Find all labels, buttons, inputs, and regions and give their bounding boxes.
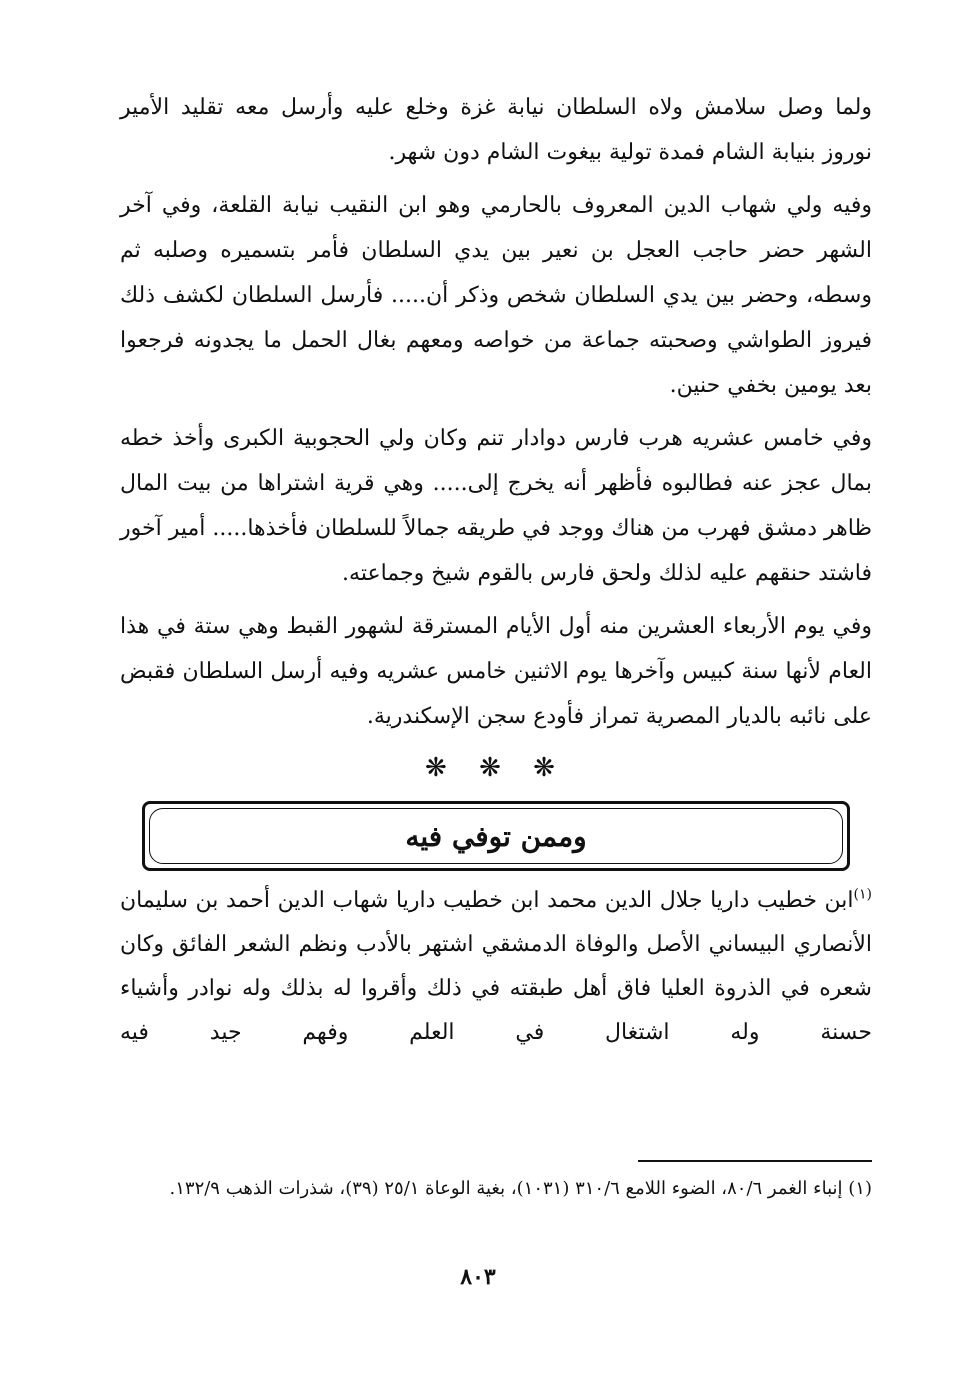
biography-entry — [120, 879, 872, 1055]
biography-text: ابن خطيب داريا جلال الدين محمد ابن خطيب داريا شهاب الدين أحمد بن سليمان الأنصاري البيساني الأصل والوفاة الدمشقي اشتهر بالأدب ونظم الشعر الفائق وكان شعره في الذروة العليا فاق أهل طبقته في ذلك وأقروا له بذلك وله نوادر وأشياء حسنة وله اشتغال في العلم وفهم جيد فيه — [120, 888, 872, 1045]
footnote-marker: (١) — [848, 1178, 872, 1199]
paragraph-salamish: ولما وصل سلامش ولاه السلطان نيابة غزة وخلع عليه وأرسل معه تقليد الأمير نوروز بنيابة الشام فمدة تولية بيغوت الشام دون شهر. — [120, 95, 872, 165]
footnote-separator — [638, 1160, 872, 1162]
paragraph-faris: وفي خامس عشريه هرب فارس دوادار تنم وكان ولي الحجوبية الكبرى وأخذ خطه بمال عجز عنه فطالبوه فأظهر أنه يخرج إلى..... وهي قرية اشتراها من بيت المال ظاهر دمشق فهرب من هناك ووجد في طريقه جمالاً للسلطان فأخذها..... أمير آخور فاشتد حنقهم عليه لذلك ولحق فارس بالقوم شيخ وجماعته. — [120, 426, 872, 586]
section-heading-frame — [142, 801, 850, 871]
page-number: ٨٠٣ — [460, 1264, 496, 1290]
footnote-text: إنباء الغمر ٨٠/٦، الضوء اللامع ٣١٠/٦ (١٠٣١)، بغية الوعاة ٢٥/١ (٣٩)، شذرات الذهب ١٣٢/٩. — [169, 1178, 843, 1199]
footnote-reference: (١) — [853, 886, 872, 903]
section-heading: وممن توفي فيه — [405, 819, 587, 853]
paragraph-harimi: وفيه ولي شهاب الدين المعروف بالحارمي وهو ابن النقيب نيابة القلعة، وفي آخر الشهر حضر حاجب العجل بن نعير بين يدي السلطان فأمر بتسميره وصلبه ثم وسطه، وحضر بين يدي السلطان شخص وذكر أن..... فأرسل السلطان لكشف ذلك فيروز الطواشي وصحبته جماعة من خواصه ومعهم بغال الحمل ما يجدونه فرجعوا بعد يومين بخفي حنين. — [120, 193, 872, 398]
paragraph-coptic-days: وفي يوم الأربعاء العشرين منه أول الأيام المسترقة لشهور القبط وهي ستة في هذا العام لأنها سنة كبيس وآخرها يوم الاثنين خامس عشريه وفيه أرسل السلطان فقبض على نائبه بالديار المصرية تمراز فأودع سجن الإسكندرية. — [120, 614, 872, 729]
page-body — [120, 85, 872, 1077]
section-divider-ornament: ❋ ❋ ❋ — [425, 753, 567, 783]
footnote — [120, 1172, 872, 1206]
